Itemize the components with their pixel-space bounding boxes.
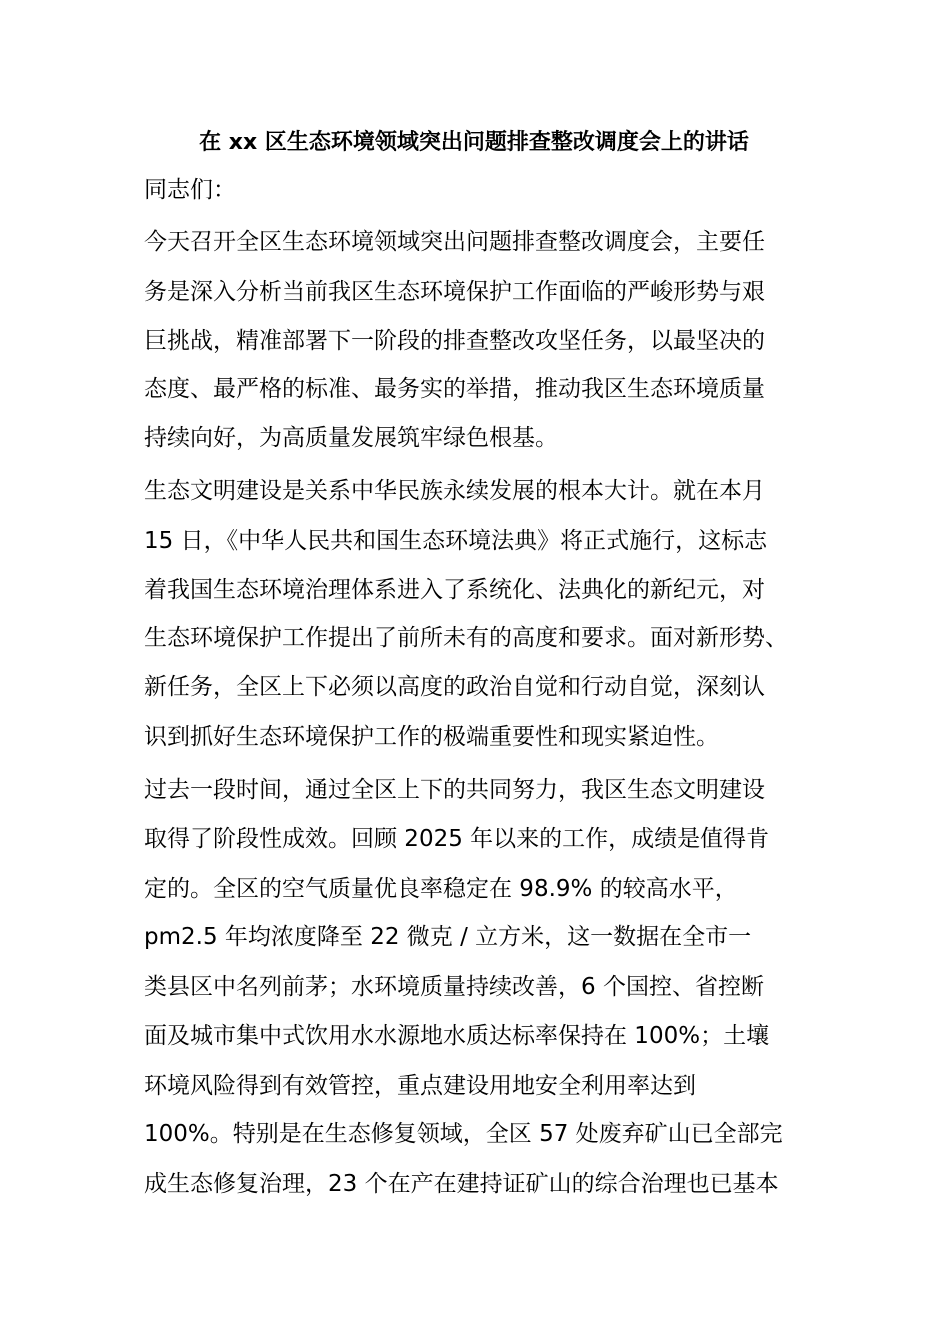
salutation: 同志们： <box>144 177 236 203</box>
text-line: 过去一段时间，通过全区上下的共同努力，我区生态文明建设 <box>144 777 765 803</box>
text-line: 今天召开全区生态环境领域突出问题排查整改调度会，主要任 <box>144 229 765 255</box>
text-line: 面及城市集中式饮用水水源地水质达标率保持在 100%；土壤 <box>144 1023 770 1049</box>
text-line: 成生态修复治理，23 个在产在建持证矿山的综合治理也已基本 <box>144 1171 779 1197</box>
text-line: 务是深入分析当前我区生态环境保护工作面临的严峻形势与艰 <box>144 279 765 305</box>
text-line: 环境风险得到有效管控，重点建设用地安全利用率达到 <box>144 1073 696 1099</box>
text-line: 生态环境保护工作提出了前所未有的高度和要求。面对新形势、 <box>144 625 788 651</box>
text-line: 新任务，全区上下必须以高度的政治自觉和行动自觉，深刻认 <box>144 674 765 700</box>
text-line: 持续向好，为高质量发展筑牢绿色根基。 <box>144 425 558 451</box>
text-line: 着我国生态环境治理体系进入了系统化、法典化的新纪元，对 <box>144 577 765 603</box>
text-line: pm2.5 年均浓度降至 22 微克 / 立方米，这一数据在全市一 <box>144 924 752 950</box>
text-line: 取得了阶段性成效。回顾 2025 年以来的工作，成绩是值得肯 <box>144 826 770 852</box>
text-line: 100%。特别是在生态修复领域，全区 57 处废弃矿山已全部完 <box>144 1121 783 1147</box>
text-line: 态度、最严格的标准、最务实的举措，推动我区生态环境质量 <box>144 376 765 402</box>
text-line: 15 日，《中华人民共和国生态环境法典》将正式施行，这标志 <box>144 528 768 554</box>
document-title: 在 xx 区生态环境领域突出问题排查整改调度会上的讲话 <box>199 130 749 155</box>
text-line: 定的。全区的空气质量优良率稳定在 98.9% 的较高水平， <box>144 876 738 902</box>
text-line: 生态文明建设是关系中华民族永续发展的根本大计。就在本月 <box>144 478 765 504</box>
text-line: 类县区中名列前茅；水环境质量持续改善，6 个国控、省控断 <box>144 974 764 1000</box>
text-line: 巨挑战，精准部署下一阶段的排查整改攻坚任务，以最坚决的 <box>144 328 765 354</box>
text-line: 识到抓好生态环境保护工作的极端重要性和现实紧迫性。 <box>144 724 719 750</box>
